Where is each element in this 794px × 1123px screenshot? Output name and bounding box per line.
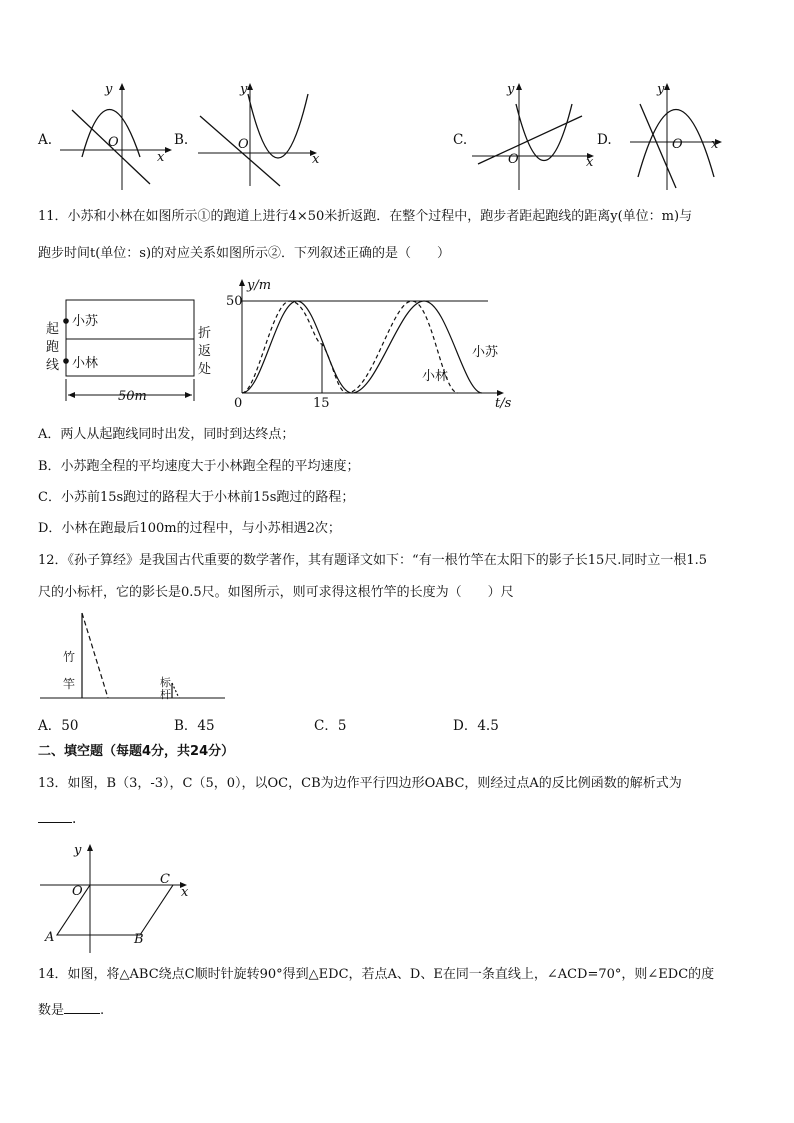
start-line-char3: 线 [46,358,60,373]
q13-axis-x: x [181,885,189,900]
start-line-char1: 起 [46,322,60,337]
graph-a-y: y [105,82,113,97]
graph-c [472,82,597,192]
q14-answer-line [38,999,104,1018]
track-length: 50m [118,389,147,404]
q12-option-b[interactable]: B．45 [174,718,215,734]
graph-d-origin: O [672,137,683,152]
curve-label-lin: 小林 [422,369,449,384]
q13-point-b: B [134,932,144,947]
turn-char1: 折 [198,326,212,341]
parallelogram-diagram [40,843,200,955]
q11-text-line2: 跑步时间t(单位：s)的对应关系如图所示②．下列叙述正确的是（ ） [38,246,451,261]
pole-char2: 竿 [63,677,76,691]
option-b-label[interactable]: B. [174,132,189,148]
graph-origin: 0 [234,396,243,411]
option-a-label[interactable]: A. [38,132,53,148]
graph-a-x: x [157,150,165,165]
graph-y-axis-label: y/m [247,278,272,293]
track-runner-lin: 小林 [72,356,99,371]
start-line-char2: 跑 [46,340,60,355]
q12-option-a[interactable]: A．50 [38,718,79,734]
graph-c-x: x [586,155,594,170]
q12-text-line2: 尺的小标杆，它的影长是0.5尺。如图所示，则可求得这根竹竿的长度为（ ）尺 [38,585,514,600]
q13-point-c: C [160,872,170,887]
q11-option-b[interactable]: B．小苏跑全程的平均速度大于小林跑全程的平均速度； [38,459,360,474]
graph-y-max: 50 [226,294,243,309]
graph-c-y: y [507,82,515,97]
q14-answer-blank[interactable] [64,999,100,1014]
graph-a-origin: O [108,135,119,150]
graph-c-origin: O [508,152,519,167]
graph-b-y: y [240,82,248,97]
q11-text-line1: 11．小苏和小林在如图所示①的跑道上进行4×50米折返跑．在整个过程中，跑步者距起跑线的距离y(单位：m)与 [38,209,693,224]
q13-text-line1: 13．如图，B（3，-3），C（5，0），以OC，CB为边作平行四边形OABC，则经过点A的反比例函数的解析式为 [38,776,682,791]
q11-option-a[interactable]: A．两人从起跑线同时出发，同时到达终点； [38,427,295,442]
q14-period: . [100,1003,105,1018]
pole-char1: 竹 [63,650,76,664]
q12-option-d[interactable]: D．4.5 [453,718,499,734]
stick-char2: 杆 [160,688,171,701]
graph-x-tick-15: 15 [313,396,330,411]
q12-option-c[interactable]: C．5 [314,718,347,734]
curve-label-su: 小苏 [472,345,499,360]
graph-d-x: x [711,137,719,152]
graph-x-axis-label: t/s [495,396,512,411]
q14-line2-start: 数是 [38,1003,65,1018]
q13-answer-line [38,808,76,828]
option-d-label[interactable]: D. [597,132,612,148]
q13-axis-y: y [74,843,82,858]
graph-b-x: x [312,152,320,167]
q14-text-line1: 14．如图，将△ABC绕点C顺时针旋转90°得到△EDC，若点A、D、E在同一条直线上，∠ACD=70°，则∠EDC的度 [38,967,715,982]
section-heading-fill-in: 二、填空题（每题4分，共24分） [38,744,235,759]
distance-time-plot [232,278,512,408]
q13-answer-blank[interactable] [38,808,72,823]
graph-b-origin: O [238,137,249,152]
option-c-label[interactable]: C. [453,132,468,148]
turn-char2: 返 [198,344,212,359]
turn-char3: 处 [198,362,212,377]
q13-point-o: O [72,884,83,899]
q12-text-line1: 12．《孙子算经》是我国古代重要的数学著作，其有题译文如下：“有一根竹竿在太阳下的影子长15尺.同时立一根1.5 [38,553,708,568]
q11-option-c[interactable]: C．小苏前15s跑过的路程大于小林前15s跑过的路程； [38,490,355,505]
track-runner-su: 小苏 [72,314,99,329]
q11-option-d[interactable]: D．小林在跑最后100m的过程中，与小苏相遇2次； [38,521,341,536]
q13-point-a: A [45,930,55,945]
q13-period: . [72,811,77,827]
graph-b [198,82,318,187]
stick-char1: 标 [160,676,171,689]
graph-d-y: y [657,82,665,97]
